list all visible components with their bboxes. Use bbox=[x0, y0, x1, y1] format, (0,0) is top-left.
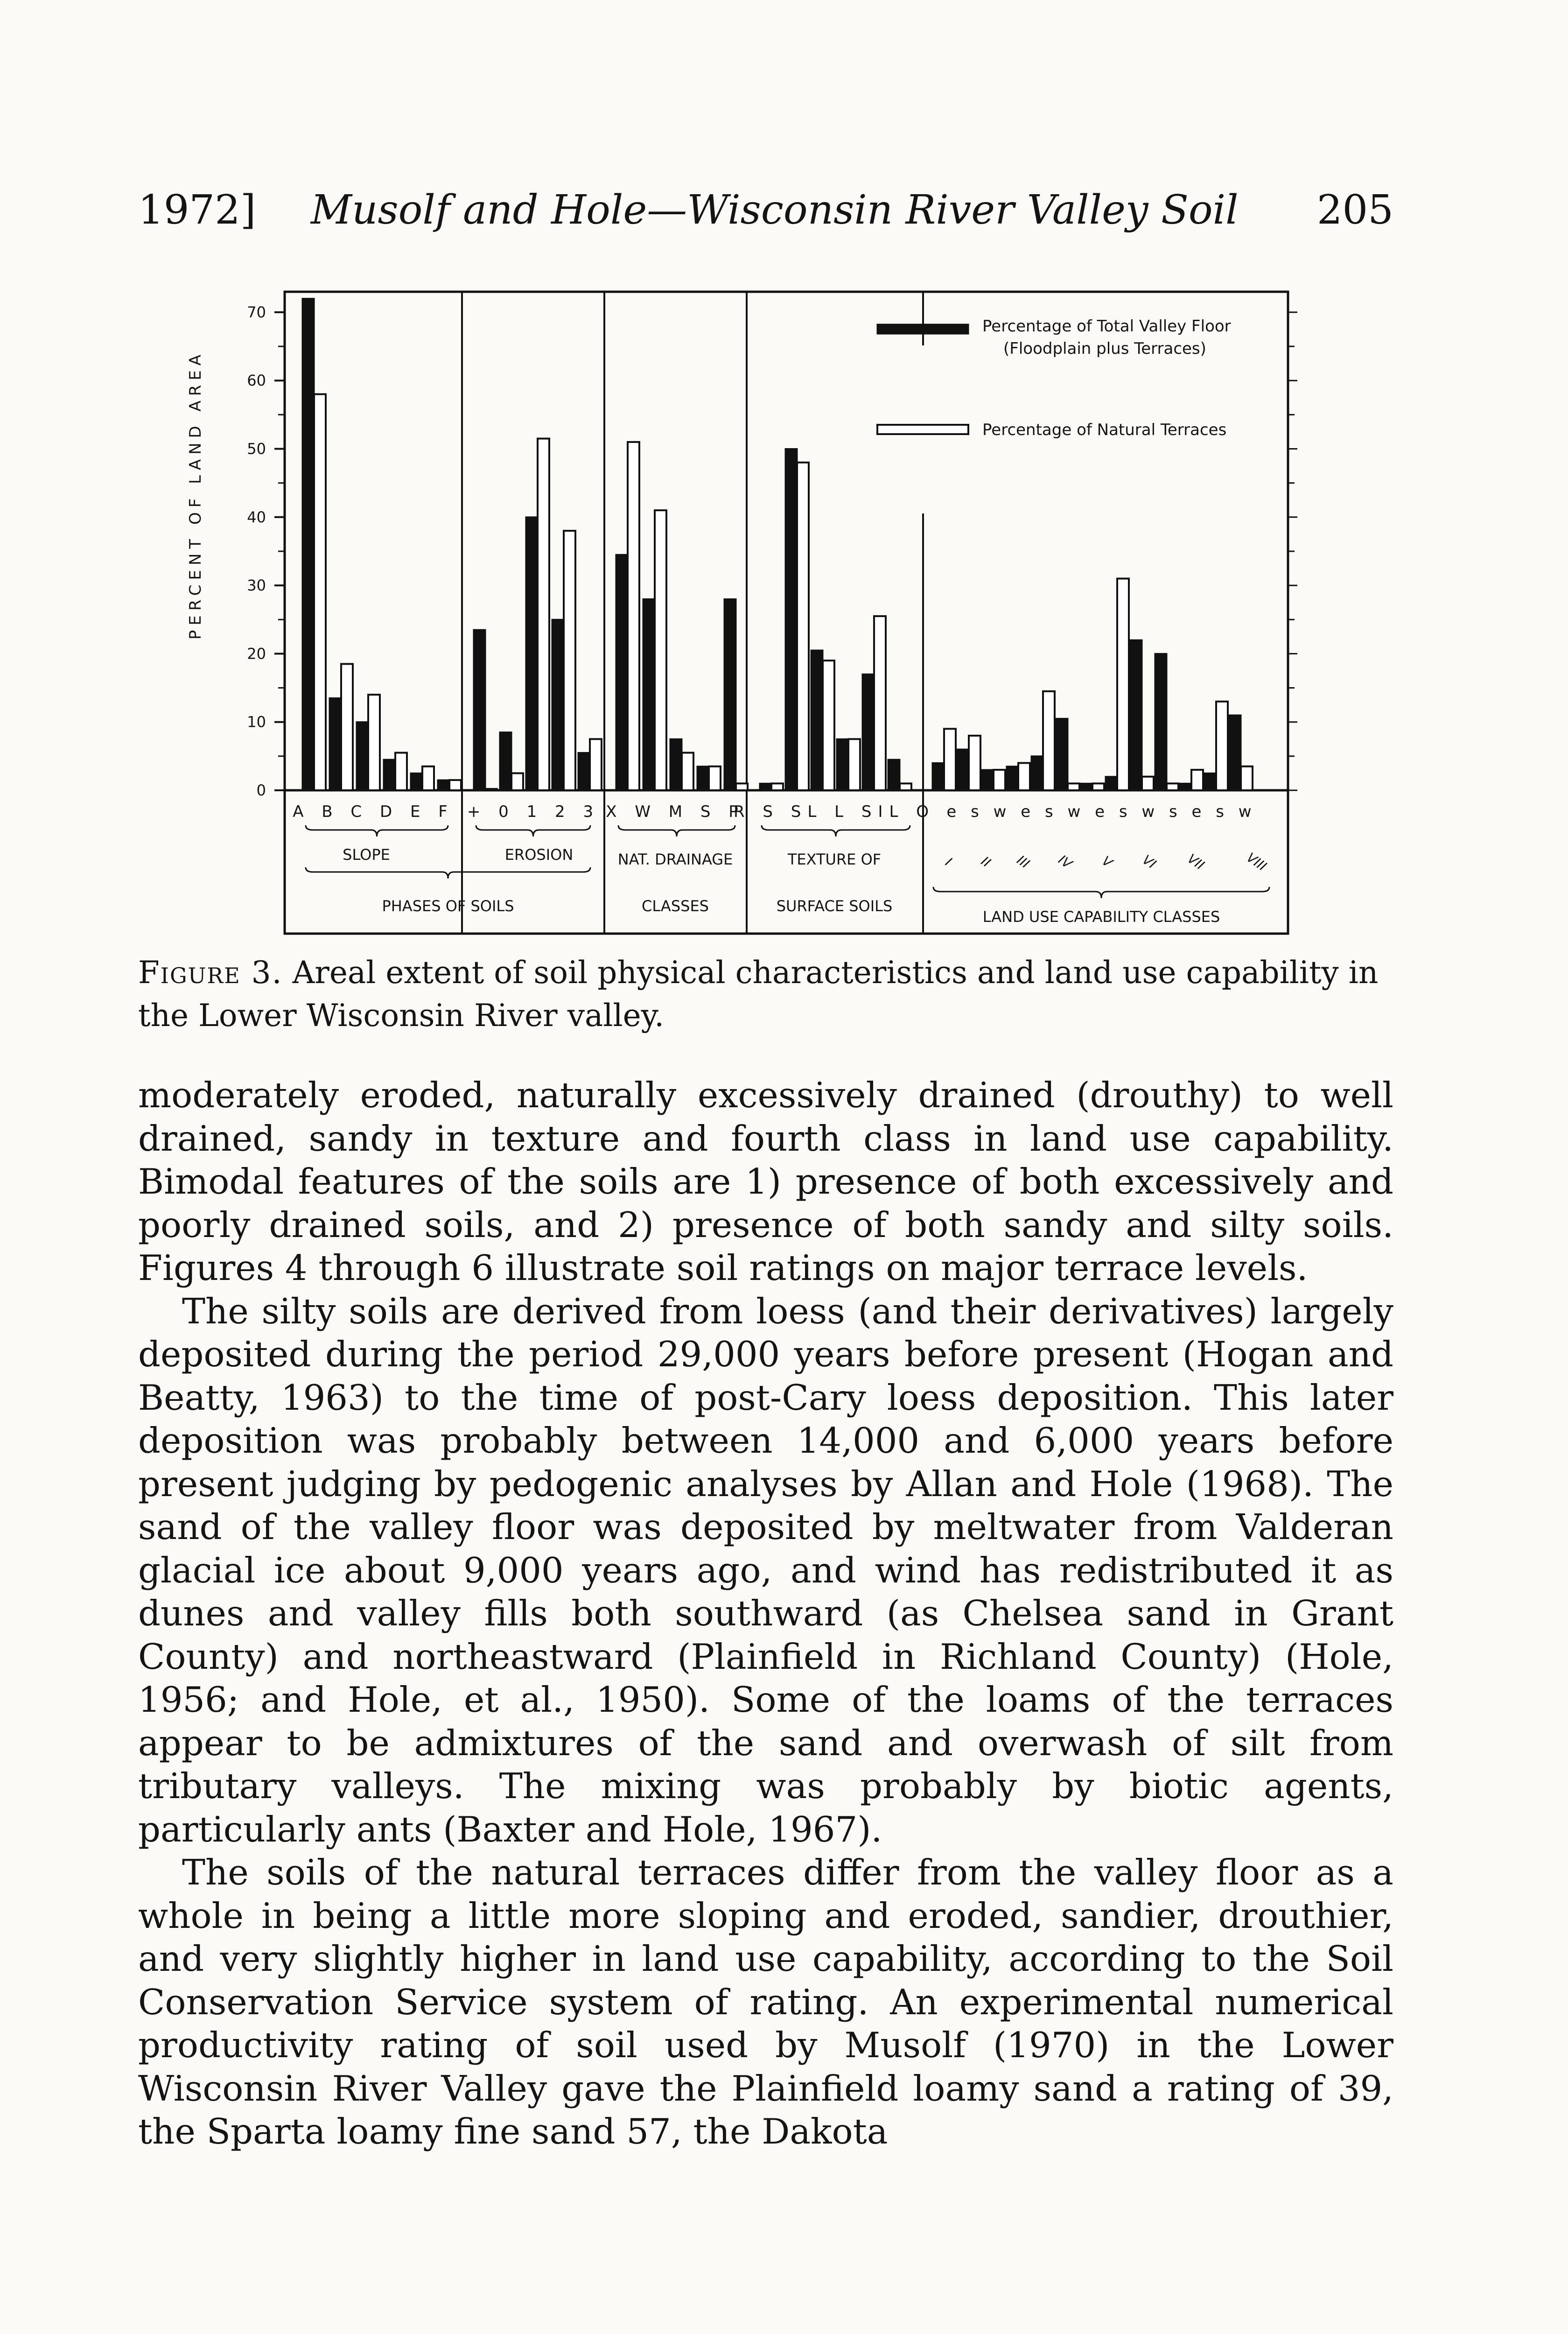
bar-natural-terraces-SIL bbox=[874, 616, 886, 790]
bar-natural-terraces-E bbox=[422, 766, 434, 790]
running-header bbox=[138, 187, 1393, 238]
bar-valley-floor-L bbox=[837, 739, 848, 790]
bar-valley-floor-W bbox=[643, 599, 655, 790]
group-label-5: LAND USE CAPABILITY CLASSES bbox=[982, 908, 1220, 926]
bar-natural-terraces-e bbox=[1018, 763, 1030, 790]
y-tick-label: 60 bbox=[247, 372, 266, 390]
bar-natural-terraces-SL bbox=[823, 661, 834, 790]
bar-natural-terraces-D bbox=[395, 753, 407, 790]
bar-valley-floor-B bbox=[329, 698, 341, 790]
capability-class-7: VII bbox=[1184, 851, 1207, 873]
brace-erosion bbox=[476, 825, 590, 837]
group-sublabel-1: PHASES OF SOILS bbox=[382, 897, 514, 915]
figure-caption bbox=[138, 951, 1393, 1037]
capability-class-6: VI bbox=[1139, 851, 1159, 872]
bar-natural-terraces-S bbox=[709, 766, 721, 790]
bar-valley-floor-w bbox=[1229, 715, 1241, 790]
bar-valley-floor-s bbox=[1204, 773, 1216, 790]
bar-natural-terraces-O bbox=[900, 783, 911, 790]
brace-capability bbox=[933, 887, 1269, 898]
category-labels-group-5: e s w e s w e s w s e s w bbox=[946, 802, 1256, 821]
legend bbox=[877, 317, 1231, 439]
bar-valley-floor-S bbox=[785, 449, 797, 790]
bar-natural-terraces-C bbox=[368, 695, 380, 790]
bar-valley-floor-3 bbox=[578, 753, 590, 790]
legend-swatch-natural-terraces bbox=[877, 425, 968, 434]
group-sublabel-2: CLASSES bbox=[642, 897, 709, 915]
x-axis-labels bbox=[293, 802, 1269, 926]
category-labels-group-4: R S SL L SIL O bbox=[733, 802, 936, 821]
legend-label-1: Percentage of Total Valley Floor bbox=[982, 317, 1231, 336]
bar-natural-terraces-S bbox=[797, 463, 809, 790]
paragraph-1: moderately eroded, naturally excessively drained (drouthy) to well drained, sandy in texture and fourth class in land use capability. Bimodal features of the soils are 1) presence of both excessively and poorly drained soils, and 2) presence of both sandy and silty soils. Figures 4 through 6 illustrate soil ratings on major terrace levels. bbox=[138, 1075, 1393, 1288]
bar-natural-terraces-w bbox=[1142, 777, 1154, 790]
brace-drainage bbox=[618, 825, 735, 837]
bar-natural-terraces-F bbox=[449, 780, 461, 790]
bar-valley-floor-E bbox=[411, 773, 422, 790]
bar-valley-floor-S bbox=[697, 766, 709, 790]
capability-class-3: III bbox=[1014, 852, 1033, 872]
category-labels-group-3: X W M S P bbox=[606, 802, 745, 821]
page-number: 205 bbox=[1316, 187, 1393, 233]
bar-natural-terraces-w bbox=[1068, 783, 1079, 790]
group-label-3: NAT. DRAINAGE bbox=[617, 851, 733, 868]
bar-valley-floor-e bbox=[1180, 783, 1191, 790]
capability-class-1: I bbox=[942, 854, 955, 870]
bar-natural-terraces-P bbox=[736, 783, 748, 790]
y-tick-label: 20 bbox=[247, 645, 266, 663]
bar-natural-terraces-w bbox=[1241, 766, 1253, 790]
legend-label-3: Percentage of Natural Terraces bbox=[982, 421, 1227, 439]
caption-text: Areal extent of soil physical characteristics and land use capability in the Lower Wisconsin River valley. bbox=[138, 955, 1379, 1033]
category-labels-group-2: + 0 1 2 3 bbox=[467, 802, 600, 821]
header-year: 1972] bbox=[138, 187, 256, 233]
bar-valley-floor-w bbox=[1130, 640, 1142, 790]
brace-phases bbox=[306, 867, 590, 879]
bar-valley-floor-s bbox=[957, 749, 969, 790]
bar-valley-floor-+ bbox=[474, 630, 485, 790]
capability-class-4: IV bbox=[1055, 851, 1075, 872]
y-tick-label: 0 bbox=[256, 781, 266, 799]
bar-natural-terraces-X bbox=[628, 442, 639, 790]
legend-swatch-valley-floor bbox=[877, 324, 968, 334]
legend-label-2: (Floodplain plus Terraces) bbox=[1003, 339, 1206, 358]
bar-valley-floor-1 bbox=[526, 517, 538, 790]
bar-natural-terraces-e bbox=[944, 729, 956, 790]
bar-valley-floor-w bbox=[982, 770, 994, 790]
paragraph-2: The silty soils are derived from loess (and their derivatives) largely deposited during the period 29,000 years before present (Hogan and Beatty, 1963) to the time of post-Cary loess deposition. This later deposition was probably between 14,000 and 6,000 years before present judging by pedogenic analyses by Allan and Hole (1968). The sand of the valley floor was deposited by meltwater from Valderan glacial ice about 9,000 years ago, and wind has redistributed it as dunes and valley fills both southward (as Chelsea sand in Grant County) and northeastward (Plainfield in Richland County) (Hole, 1956; and Hole, et al., 1950). Some of the loams of the terraces appear to be admixtures of the sand and overwash of silt from tributary valleys. The mixing was probably by biotic agents, particularly ants (Baxter and Hole, 1967). bbox=[138, 1290, 1393, 1850]
bar-natural-terraces-+ bbox=[485, 789, 497, 790]
bar-valley-floor-e bbox=[1007, 766, 1018, 790]
caption-label: Figure 3. bbox=[138, 955, 283, 991]
bar-valley-floor-SIL bbox=[862, 674, 874, 790]
bar-natural-terraces-2 bbox=[564, 531, 575, 790]
bar-valley-floor-R bbox=[760, 783, 771, 790]
bar-valley-floor-SL bbox=[811, 650, 823, 790]
bar-valley-floor-2 bbox=[552, 619, 564, 790]
bar-natural-terraces-W bbox=[655, 510, 666, 790]
brace-slope bbox=[306, 825, 448, 837]
bar-valley-floor-A bbox=[302, 299, 314, 790]
capability-class-8: VIII bbox=[1244, 850, 1270, 874]
brace-texture bbox=[762, 825, 910, 837]
category-labels-group-1: A B C D E F bbox=[293, 802, 454, 821]
capability-class-5: V bbox=[1099, 853, 1115, 871]
bar-natural-terraces-A bbox=[314, 394, 326, 790]
bar-natural-terraces-M bbox=[682, 753, 693, 790]
bar-valley-floor-P bbox=[724, 599, 736, 790]
bar-valley-floor-e bbox=[1081, 783, 1092, 790]
bar-natural-terraces-s bbox=[969, 736, 980, 790]
bar-valley-floor-e bbox=[932, 763, 944, 790]
y-tick-label: 40 bbox=[247, 508, 266, 526]
paragraph-3: The soils of the natural terraces differ from the valley floor as a whole in being a little more sloping and eroded, sandier, drouthier, and very slightly higher in land use capability, according to the Soil Conservation Service system of rating. An experimental numerical productivity rating of soil used by Musolf (1970) in the Lower Wisconsin River Valley gave the Plainfield loamy sand a rating of 39, the Sparta loamy fine sand 57, the Dakota bbox=[138, 1852, 1393, 2152]
bar-valley-floor-0 bbox=[500, 732, 511, 790]
bar-natural-terraces-R bbox=[771, 783, 783, 790]
figure-3-chart bbox=[145, 285, 1311, 938]
bar-valley-floor-C bbox=[357, 722, 368, 790]
y-axis-label: PERCENT OF LAND AREA bbox=[186, 350, 205, 640]
bar-valley-floor-D bbox=[384, 759, 395, 790]
bar-valley-floor-M bbox=[670, 739, 682, 790]
group-sublabel-3: SURFACE SOILS bbox=[776, 897, 893, 915]
bar-natural-terraces-B bbox=[341, 664, 353, 790]
capability-class-2: II bbox=[978, 853, 994, 871]
group-label-4: TEXTURE OF bbox=[787, 851, 882, 868]
bar-valley-floor-O bbox=[888, 759, 900, 790]
bar-valley-floor-X bbox=[616, 555, 628, 790]
bar-natural-terraces-s bbox=[1216, 702, 1228, 790]
bar-natural-terraces-1 bbox=[538, 439, 549, 790]
bar-natural-terraces-s bbox=[1167, 783, 1178, 790]
bar-natural-terraces-e bbox=[1092, 783, 1104, 790]
bar-valley-floor-w bbox=[1056, 718, 1068, 790]
bar-natural-terraces-s bbox=[1117, 578, 1129, 790]
bar-natural-terraces-s bbox=[1043, 691, 1055, 790]
group-label-1: SLOPE bbox=[343, 846, 390, 864]
bars bbox=[302, 299, 1253, 790]
header-title: Musolf and Hole—Wisconsin River Valley Soil bbox=[311, 187, 1239, 233]
bar-natural-terraces-w bbox=[994, 770, 1005, 790]
bar-valley-floor-s bbox=[1155, 654, 1167, 790]
y-tick-label: 50 bbox=[247, 440, 266, 458]
y-tick-label: 10 bbox=[247, 713, 266, 731]
group-label-2: EROSION bbox=[504, 846, 574, 864]
bar-valley-floor-s bbox=[1031, 756, 1043, 790]
bar-natural-terraces-3 bbox=[590, 739, 602, 790]
bar-natural-terraces-e bbox=[1191, 770, 1203, 790]
bar-natural-terraces-L bbox=[848, 739, 860, 790]
bar-natural-terraces-0 bbox=[511, 773, 523, 790]
body-text bbox=[138, 1074, 1393, 2153]
bar-valley-floor-F bbox=[438, 780, 449, 790]
y-tick-label: 30 bbox=[247, 576, 266, 595]
y-tick-label: 70 bbox=[247, 303, 266, 321]
bar-valley-floor-s bbox=[1106, 777, 1117, 790]
